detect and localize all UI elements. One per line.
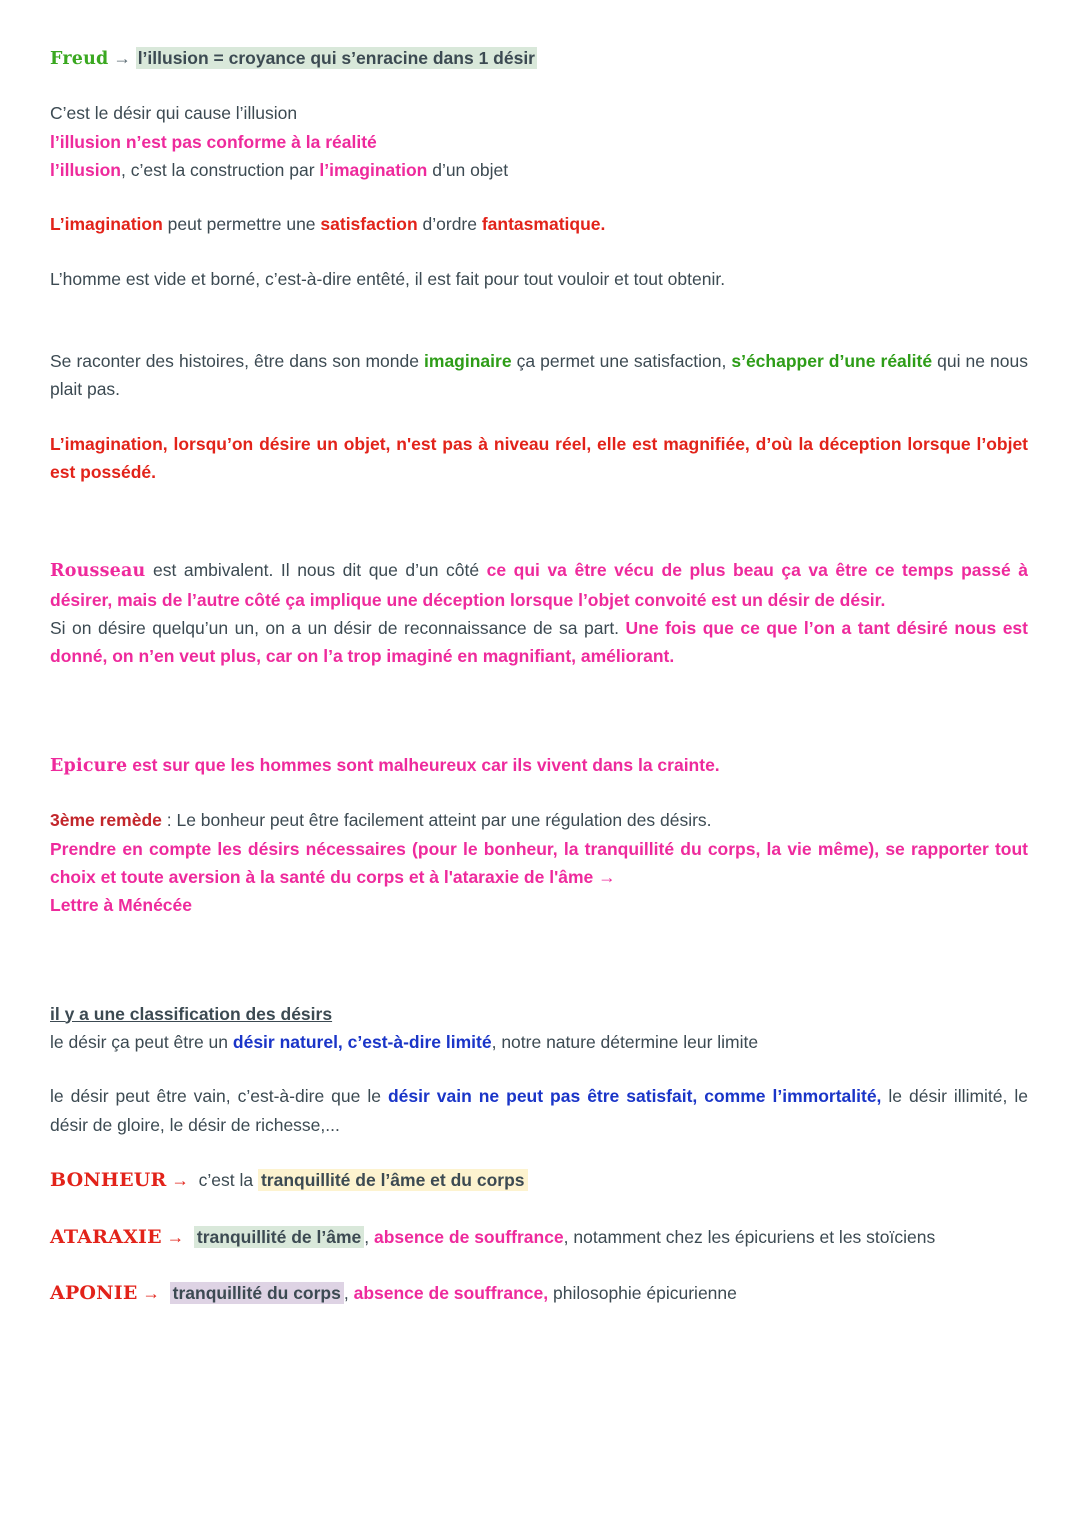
spacer: [50, 725, 1028, 751]
remede-source: [50, 891, 1028, 919]
classification-line-1: [50, 1028, 1028, 1056]
fantasmatique-term: fantasmatique.: [481, 214, 606, 235]
rousseau-text-4: Une fois que ce que l’on a tant désiré nous est donné, on n’en veut plus, car on l’a trop imaginé en magnifiant, améliorant.: [50, 618, 1028, 667]
aponie-sep: ,: [343, 1283, 354, 1304]
classification-heading: [50, 1000, 1028, 1028]
ataraxie-sep: ,: [364, 1226, 374, 1247]
classification-text-1c: , notre nature détermine leur limite: [491, 1031, 759, 1052]
desir-vain-term: désir vain ne peut pas être satisfait, comme l’immortalité,: [387, 1086, 882, 1107]
homme-text: L’homme est vide et borné, c’est-à-dire entêté, il est fait pour tout vouloir et tout obtenir.: [50, 268, 726, 289]
histoires-text-1: Se raconter des histoires, être dans son monde: [50, 351, 425, 372]
histoires-text-3: ça permet une satisfaction,: [511, 351, 732, 372]
ataraxie-text-4: , notamment chez les épicuriens et les stoïciens: [563, 1226, 936, 1247]
remede-source-text: Lettre à Ménécée: [50, 895, 193, 916]
imagination-line: [50, 210, 1028, 238]
bonheur-term: BONHEUR: [50, 1168, 167, 1191]
desir-illusion-text-2: l’illusion n’est pas conforme à la réalité: [50, 131, 377, 152]
spacer: [50, 1056, 1028, 1082]
homme-line: [50, 265, 1028, 293]
imagination-term: l’imagination: [319, 160, 428, 181]
echapper-realite-term: s’échapper d’une réalité: [731, 351, 933, 372]
rousseau-text-2: ce qui va être vécu de plus beau ça va être ce temps passé à désirer, mais de l’autre côté ça implique une déception lorsque l’objet convoité est un désir de désir.: [50, 560, 1028, 610]
desir-illusion-text-3d: d’un objet: [427, 160, 509, 181]
ataraxie-line: [50, 1222, 1028, 1253]
spacer: [50, 1252, 1028, 1278]
desir-illusion-line-3: [50, 156, 1028, 184]
spacer: [50, 540, 1028, 556]
imagination-text-2: peut permettre une: [162, 214, 321, 235]
spacer: [50, 920, 1028, 974]
aponie-definition: tranquillité du corps: [170, 1282, 344, 1304]
rousseau-text-3: Si on désire quelqu’un un, on a un désir de reconnaissance de sa part.: [50, 618, 626, 639]
desir-illusion-line-1: [50, 99, 1028, 127]
spacer: [50, 404, 1028, 430]
spacer: [50, 184, 1028, 210]
spacer: [50, 293, 1028, 347]
desir-illusion-text-3b: , c’est la construction par: [120, 160, 320, 181]
spacer: [50, 780, 1028, 806]
epicure-line: [50, 751, 1028, 780]
spacer: [50, 1196, 1028, 1222]
aponie-term: APONIE: [50, 1282, 138, 1305]
freud-author: Freud: [50, 49, 109, 69]
classification-line-2: [50, 1082, 1028, 1139]
bonheur-definition: tranquillité de l’âme et du corps: [258, 1169, 528, 1191]
imagination-text-4: d’ordre: [417, 214, 482, 235]
ataraxie-definition: tranquillité de l’âme: [194, 1226, 364, 1248]
histoires-text-5: qui ne nous plait pas.: [50, 351, 1028, 400]
classification-heading-text: il y a une classification des désirs: [50, 1003, 333, 1024]
imagination-subject: L’imagination: [50, 214, 163, 235]
rousseau-paragraph: [50, 556, 1028, 614]
rousseau-text-1: est ambivalent. Il nous dit que d’un côté: [145, 560, 487, 581]
remede-text-1: : Le bonheur peut être facilement atteint par une régulation des désirs.: [161, 810, 712, 831]
bonheur-line: [50, 1165, 1028, 1196]
arrow-icon: →: [113, 48, 131, 68]
remede-paragraph: [50, 835, 1028, 892]
classification-text-1a: le désir ça peut être un: [50, 1031, 233, 1052]
rousseau-paragraph-2: [50, 614, 1028, 671]
freud-statement: l’illusion = croyance qui s’enracine dans 1 désir: [137, 48, 535, 68]
illusion-term: l’illusion: [50, 160, 121, 181]
ataraxie-term: ATARAXIE: [50, 1225, 162, 1248]
histoires-paragraph: [50, 347, 1028, 404]
aponie-text-4: philosophie épicurienne: [548, 1283, 737, 1304]
remede-line: [50, 806, 1028, 834]
arrow-icon: →: [166, 1226, 185, 1247]
desir-illusion-line-2: [50, 128, 1028, 156]
epicure-author: Epicure: [50, 755, 128, 776]
spacer: [50, 73, 1028, 99]
spacer: [50, 974, 1028, 1000]
remede-text-2: Prendre en compte les désirs nécessaires (pour le bonheur, la tranquillité du corps, la vie même), se rapporter tout choix et toute aversion à la santé du corps et à l'ataraxie de l'âme: [50, 838, 1028, 887]
classification-text-2a: le désir peut être vain, c’est-à-dire que le: [50, 1086, 388, 1107]
classification-text-2c: le désir illimité, le désir de gloire, le désir de richesse,...: [50, 1086, 1028, 1135]
spacer: [50, 486, 1028, 540]
desir-naturel-term: désir naturel, c’est-à-dire limité: [232, 1031, 492, 1052]
arrow-icon: →: [598, 866, 616, 887]
spacer: [50, 671, 1028, 725]
aponie-line: [50, 1278, 1028, 1309]
ataraxie-absence-souffrance: absence de souffrance: [374, 1226, 564, 1247]
bonheur-text-1: c’est la: [198, 1169, 258, 1190]
spacer: [50, 1139, 1028, 1165]
spacer: [50, 239, 1028, 265]
arrow-icon: →: [171, 1169, 189, 1190]
arrow-icon: →: [142, 1283, 160, 1304]
imaginaire-term: imaginaire: [424, 351, 512, 372]
rousseau-author: Rousseau: [50, 561, 146, 582]
freud-line: [50, 44, 1028, 73]
satisfaction-term: satisfaction: [320, 214, 418, 235]
desir-illusion-text-1: C’est le désir qui cause l’illusion: [50, 103, 298, 124]
aponie-absence-souffrance: absence de souffrance,: [353, 1283, 549, 1304]
remede-label: 3ème remède: [50, 810, 162, 831]
imagination-magnifiee-text: L’imagination, lorsqu’on désire un objet, n'est pas à niveau réel, elle est magnifiée, d’où la déception lorsque l’objet est possédé.: [50, 433, 1028, 483]
epicure-statement: est sur que les hommes sont malheureux car ils vivent dans la crainte.: [127, 754, 720, 775]
imagination-magnifiee-paragraph: [50, 430, 1028, 487]
